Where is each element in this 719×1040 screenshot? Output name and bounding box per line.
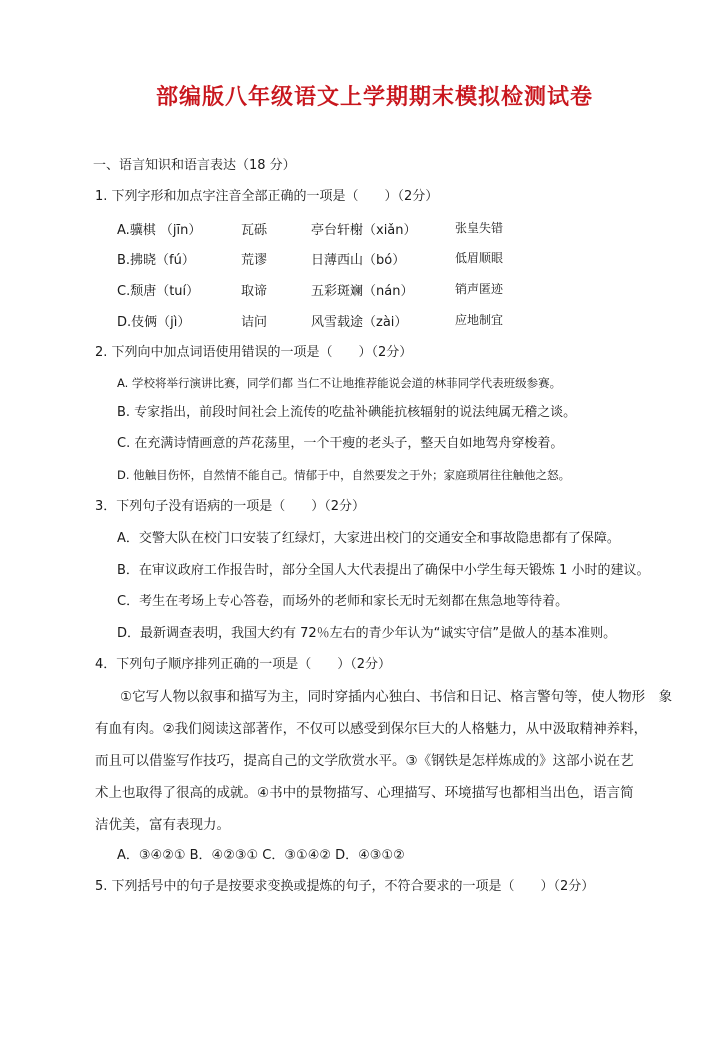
question-3-stem: 3．下列句子没有语病的一项是（ ）（2分） (95, 499, 366, 514)
q2-option-b[interactable]: B. 专家指出，前段时间社会上流传的吃盐补碘能抗核辐射的说法纯属无稽之谈。 (117, 405, 577, 420)
question-5-stem: 5. 下列括号中的句子是按要求变换或提炼的句子，不符合要求的一项是（ ）（2分） (95, 879, 595, 894)
q4-passage-line-1: ①它写人物以叙事和描写为主，同时穿插内心独白、书信和日记、格言警句等，使人物形 象 (120, 689, 673, 705)
q1-option-c-word2: 取谛 (241, 284, 268, 299)
q1-option-a-word4: 张皇失错 (455, 221, 504, 235)
q3-option-c[interactable]: C．考生在考场上专心答卷，而场外的老师和家长无时无刻都在焦急地等待着。 (117, 594, 569, 609)
question-1-stem: 1. 下列字形和加点字注音全部正确的一项是（ ）（2分） (95, 189, 439, 204)
q2-option-a[interactable]: A. 学校将举行演讲比赛，同学们都 当仁不让地推荐能说会道的林菲同学代表班级参赛。 (117, 376, 562, 390)
q1-option-c[interactable] (117, 280, 637, 298)
q1-option-b[interactable] (117, 249, 637, 267)
q1-option-c-word1: C.颓唐（tuí） (117, 284, 200, 299)
q1-option-d-word4: 应地制宜 (455, 313, 504, 327)
q1-option-d-word2: 诘问 (241, 315, 268, 330)
q4-passage-line-3: 而且可以借鉴写作技巧，提高自己的文学欣赏水平。③《钢铁是怎样炼成的》这部小说在艺 (95, 753, 634, 769)
question-2-stem: 2. 下列向中加点词语使用错误的一项是（ ）（2分） (95, 345, 413, 360)
q3-option-b[interactable]: B．在审议政府工作报告时，部分全国人大代表提出了确保中小学生每天锻炼 1 小时的建议。 (117, 563, 650, 578)
q4-passage-line-2: 有血有肉。②我们阅读这部著作，不仅可以感受到保尔巨大的人格魅力，从中汲取精神养料， (95, 721, 648, 737)
q1-option-a[interactable] (117, 219, 637, 237)
q1-option-c-word4: 销声匿迹 (455, 282, 504, 296)
q1-option-a-word3: 亭台轩榭（xiǎn） (311, 223, 417, 238)
page-title: 部编版八年级语文上学期期末模拟检测试卷 (155, 84, 593, 110)
q2-option-c[interactable]: C. 在充满诗情画意的芦花荡里，一个干瘦的老头子，整天自如地驾舟穿梭着。 (117, 436, 564, 451)
q4-passage-line-4: 术上也取得了很高的成就。④书中的景物描写、心理描写、环境描写也都相当出色，语言简 (95, 785, 634, 801)
q4-passage-line-5: 洁优美，富有表现力。 (95, 817, 230, 833)
q1-option-d-word1: D.伎俩（jì） (117, 315, 191, 330)
q1-option-a-word1: A.骥棋 （jīn） (117, 223, 202, 238)
q3-option-a[interactable]: A．交警大队在校门口安装了红绿灯，大家进出校门的交通安全和事故隐患都有了保障。 (117, 531, 620, 546)
q2-option-d[interactable]: D. 他触目伤怀，自然情不能自己。情郁于中，自然要发之于外；家庭琐屑往往触他之怒。 (117, 468, 571, 482)
q1-option-b-word3: 日薄西山（bó） (311, 253, 406, 268)
q1-option-b-word4: 低眉顺眼 (455, 251, 504, 265)
q1-option-c-word3: 五彩斑斓（nán） (311, 284, 414, 299)
q1-option-d-word3: 风雪载途（zài） (311, 315, 408, 330)
q3-option-d[interactable]: D．最新调查表明，我国大约有 72％左右的青少年认为“诚实守信”是做人的基本准则。 (117, 626, 617, 641)
section-heading: 一、语言知识和语言表达（18 分） (93, 158, 296, 173)
q1-option-d[interactable] (117, 311, 637, 329)
question-4-stem: 4．下列句子顺序排列正确的一项是（ ）（2分） (95, 657, 392, 672)
q4-answer-options[interactable]: A．③④②① B．④②③① C．③①④② D．④③①② (117, 848, 405, 863)
q1-option-a-word2: 瓦砾 (241, 223, 268, 238)
q1-option-b-word2: 荒谬 (241, 253, 268, 268)
q1-option-b-word1: B.拂晓（fú） (117, 253, 195, 268)
